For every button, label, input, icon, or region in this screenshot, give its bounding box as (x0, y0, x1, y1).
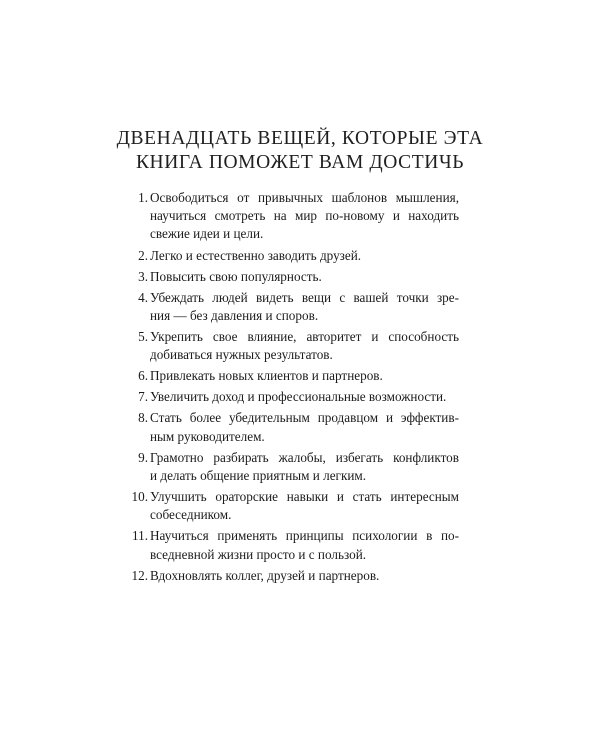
list-item-line: вседневной жизни просто и с пользой. (150, 546, 367, 562)
list-item-number: 11. (132, 528, 148, 544)
goals-list (128, 189, 459, 588)
list-item-text (150, 189, 459, 244)
list-item-line: ния — без давления и споров. (150, 307, 319, 323)
list-item-number: 10. (131, 489, 148, 505)
list-item-text (150, 488, 459, 524)
list-item (128, 328, 459, 364)
list-item-line: Освободиться от привычных шаблонов мышления, (150, 190, 459, 205)
list-item (128, 268, 459, 286)
list-item-line: и делать общение приятным и легким. (150, 467, 367, 483)
list-item (128, 289, 459, 325)
list-item (128, 247, 459, 265)
heading-line-2: КНИГА ПОМОЖЕТ ВАМ ДОСТИЧЬ (135, 152, 465, 173)
list-item-line: Стать более убедительным продавцом и эффектив- (150, 410, 459, 426)
list-item-line: Грамотно разбирать жалобы, избегать конфликтов (150, 449, 459, 465)
list-item-number: 9. (138, 449, 148, 465)
list-item-number: 5. (138, 328, 148, 344)
list-item-text (150, 328, 459, 364)
list-item-line: Улучшить ораторские навыки и стать интересным (150, 489, 459, 505)
list-item-text (150, 449, 459, 485)
list-item-text (150, 527, 459, 563)
heading-line-1: ДВЕНАДЦАТЬ ВЕЩЕЙ, КОТОРЫЕ ЭТА (116, 128, 484, 149)
list-item-text (150, 388, 459, 406)
list-item-number: 7. (138, 389, 148, 405)
list-item-line: собеседником. (150, 507, 232, 523)
list-item-line: свежие идеи и цели. (150, 226, 264, 242)
list-item-number: 1. (138, 190, 148, 205)
list-item-text (150, 409, 459, 445)
list-item-text (150, 367, 459, 385)
list-item (128, 449, 459, 485)
list-item-line: Укрепить свое влияние, авторитет и способность (150, 328, 459, 344)
list-item-line: Привлекать новых клиентов и партнеров. (150, 368, 383, 384)
list-item (128, 567, 459, 585)
list-item-line: Легко и естественно заводить друзей. (150, 247, 362, 263)
list-item-line: Увеличить доход и профессиональные возможности. (150, 389, 447, 405)
list-item-text (150, 289, 459, 325)
list-item-text (150, 247, 459, 265)
list-item (128, 388, 459, 406)
list-item-text (150, 567, 459, 585)
list-item-line: добиваться нужных результатов. (150, 347, 333, 363)
page-heading (0, 127, 600, 175)
list-item-line: Повысить свою популярность. (150, 268, 322, 284)
list-item-line: Вдохновлять коллег, друзей и партнеров. (150, 567, 380, 583)
list-item-number: 4. (138, 289, 148, 305)
list-item (128, 189, 459, 244)
list-item-number: 8. (138, 410, 148, 426)
list-item-text (150, 268, 459, 286)
list-item-line: ным руководителем. (150, 428, 265, 444)
list-item-number: 6. (138, 368, 148, 384)
list-item (128, 409, 459, 445)
list-item (128, 527, 459, 563)
list-item-number: 3. (138, 268, 148, 284)
list-item-number: 12. (131, 567, 148, 583)
list-item-number: 2. (138, 247, 148, 263)
list-item-line: Научиться применять принципы психологии в по- (150, 528, 459, 544)
list-item-line: научиться смотреть на мир по-новому и находить (150, 208, 459, 224)
list-item (128, 488, 459, 524)
list-item-line: Убеждать людей видеть вещи с вашей точки зре- (150, 289, 459, 305)
list-item (128, 367, 459, 385)
